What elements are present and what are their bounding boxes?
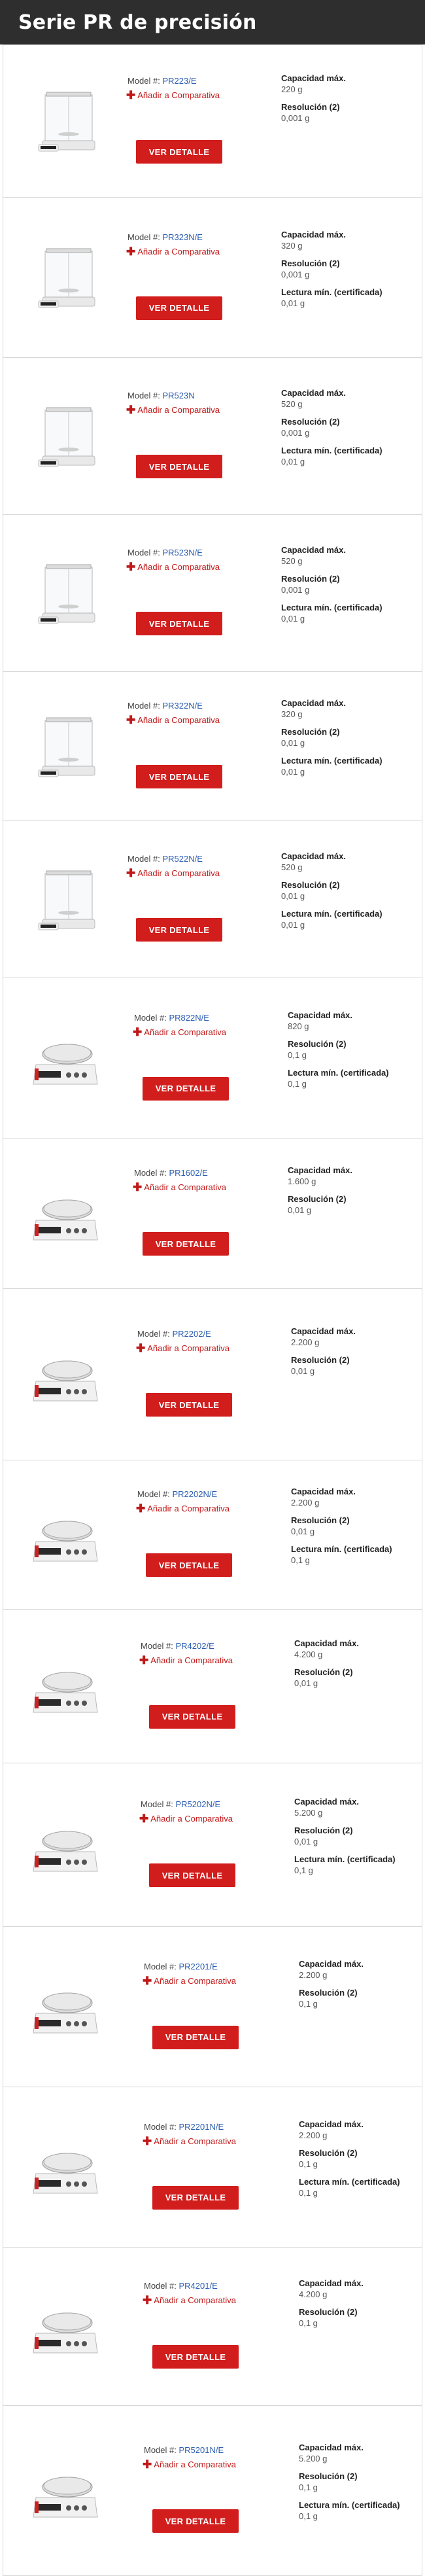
spec-value: 0,001 g — [281, 113, 310, 123]
model-number — [128, 232, 203, 242]
spec-value: 5.200 g — [299, 2454, 328, 2463]
spec-value: 0,01 g — [291, 1366, 315, 1376]
spec-list — [299, 1959, 364, 2017]
model-link[interactable]: PR2201/E — [178, 1961, 218, 1971]
view-detail-button[interactable]: VER DETALLE — [143, 1077, 229, 1101]
model-number — [128, 391, 195, 400]
spec-label: Lectura mín. (certificada) — [281, 446, 382, 455]
spec-value: 0,1 g — [288, 1050, 307, 1060]
spec-item — [288, 1068, 389, 1089]
spec-value: 2.200 g — [299, 2130, 328, 2140]
view-detail-button[interactable]: VER DETALLE — [146, 1393, 232, 1417]
spec-item — [299, 2119, 400, 2140]
product-list — [0, 44, 425, 2576]
compare-label: Añadir a Comparativa — [137, 246, 220, 256]
spec-value: 320 g — [281, 709, 303, 719]
compare-label: Añadir a Comparativa — [147, 1504, 230, 1513]
spec-label: Capacidad máx. — [281, 229, 346, 239]
spec-item — [281, 258, 382, 279]
plus-icon: ✚ — [126, 714, 136, 726]
model-prefix: Model #: — [128, 854, 163, 864]
spec-list — [291, 1487, 392, 1573]
spec-list — [288, 1165, 352, 1223]
precision-balance-image[interactable] — [29, 1342, 101, 1407]
spec-value: 820 g — [288, 1021, 309, 1031]
spec-label: Capacidad máx. — [299, 2119, 364, 2129]
spec-value: 0,1 g — [291, 1555, 310, 1565]
view-detail-button[interactable]: VER DETALLE — [143, 1232, 229, 1256]
spec-item — [281, 851, 382, 872]
spec-item — [299, 2500, 400, 2521]
view-detail-button[interactable]: VER DETALLE — [136, 455, 222, 478]
model-prefix: Model #: — [128, 232, 163, 242]
product-card — [3, 1927, 422, 2087]
spec-label: Resolución (2) — [281, 258, 340, 268]
spec-list — [281, 388, 382, 474]
spec-label: Resolución (2) — [299, 2307, 358, 2317]
spec-value: 0,01 g — [288, 1205, 312, 1215]
model-prefix: Model #: — [137, 1489, 173, 1499]
add-to-compare-link[interactable] — [136, 1504, 230, 1513]
add-to-compare-link[interactable] — [143, 2295, 236, 2305]
compare-label: Añadir a Comparativa — [137, 562, 220, 572]
model-prefix: Model #: — [141, 1640, 176, 1651]
product-card — [3, 358, 422, 515]
spec-label: Capacidad máx. — [291, 1487, 356, 1496]
precision-balance-image[interactable] — [29, 2294, 101, 2359]
plus-icon: ✚ — [133, 1181, 143, 1193]
spec-list — [294, 1638, 359, 1696]
model-number — [134, 1013, 209, 1023]
model-number — [128, 854, 203, 864]
add-to-compare-link[interactable] — [126, 715, 220, 725]
product-card — [3, 198, 422, 358]
model-prefix: Model #: — [134, 1012, 169, 1023]
model-prefix: Model #: — [141, 1799, 176, 1809]
view-detail-button[interactable]: VER DETALLE — [149, 1863, 235, 1887]
model-prefix: Model #: — [137, 1329, 173, 1339]
product-card — [3, 672, 422, 821]
spec-value: 0,1 g — [299, 2187, 318, 2198]
spec-value: 0,01 g — [281, 614, 305, 624]
spec-label: Resolución (2) — [299, 2147, 358, 2158]
spec-item — [281, 388, 382, 409]
plus-icon: ✚ — [136, 1342, 146, 1354]
spec-value: 4.200 g — [294, 1649, 323, 1659]
spec-item — [299, 1959, 364, 1980]
model-number — [128, 701, 203, 711]
product-card — [3, 2248, 422, 2406]
model-number — [128, 76, 197, 86]
spec-item — [281, 417, 382, 438]
model-number — [141, 1641, 214, 1651]
spec-item — [299, 2471, 400, 2492]
analytical-balance-image[interactable] — [29, 867, 101, 932]
spec-label: Lectura mín. (certificada) — [281, 287, 382, 297]
analytical-balance-image[interactable] — [29, 714, 101, 779]
spec-item — [281, 880, 382, 901]
spec-item — [294, 1667, 359, 1688]
product-card — [3, 1138, 422, 1289]
spec-value: 0,1 g — [294, 1865, 313, 1875]
spec-value: 0,1 g — [288, 1078, 307, 1089]
spec-label: Lectura mín. (certificada) — [299, 2176, 400, 2187]
product-card — [3, 2406, 422, 2576]
product-card — [3, 1289, 422, 1460]
spec-list — [281, 851, 382, 938]
spec-item — [281, 446, 382, 467]
plus-icon: ✚ — [126, 867, 136, 879]
analytical-balance-image[interactable] — [29, 561, 101, 626]
spec-value: 0,1 g — [299, 2482, 318, 2492]
product-card — [3, 978, 422, 1138]
analytical-balance-image[interactable] — [29, 245, 101, 310]
compare-label: Añadir a Comparativa — [154, 2460, 236, 2469]
spec-label: Resolución (2) — [288, 1038, 347, 1049]
model-prefix: Model #: — [128, 76, 163, 86]
spec-item — [294, 1826, 396, 1846]
compare-label: Añadir a Comparativa — [137, 405, 220, 415]
plus-icon: ✚ — [126, 245, 136, 258]
add-to-compare-link[interactable] — [126, 247, 220, 256]
spec-value: 0,1 g — [299, 1998, 318, 2009]
plus-icon: ✚ — [126, 561, 136, 573]
add-to-compare-link[interactable] — [133, 1027, 226, 1037]
spec-value: 0,01 g — [281, 457, 305, 467]
model-link[interactable]: PR2201N/E — [178, 2121, 224, 2132]
spec-item — [281, 230, 382, 251]
view-detail-button[interactable]: VER DETALLE — [136, 612, 222, 635]
precision-balance-image[interactable] — [29, 2458, 101, 2524]
spec-label: Lectura mín. (certificada) — [281, 603, 382, 612]
plus-icon: ✚ — [126, 89, 136, 101]
spec-item — [291, 1326, 356, 1347]
spec-value: 520 g — [281, 556, 303, 566]
spec-value: 0,001 g — [281, 428, 310, 438]
model-prefix: Model #: — [128, 548, 163, 557]
add-to-compare-link[interactable] — [133, 1182, 226, 1192]
model-number — [141, 1799, 220, 1809]
precision-balance-image[interactable] — [29, 1812, 101, 1878]
compare-label: Añadir a Comparativa — [144, 1182, 226, 1192]
spec-item — [299, 2443, 400, 2463]
spec-label: Capacidad máx. — [281, 698, 346, 708]
precision-balance-image[interactable] — [29, 1025, 101, 1091]
model-prefix: Model #: — [144, 1961, 179, 1971]
spec-item — [288, 1165, 352, 1186]
plus-icon: ✚ — [139, 1653, 149, 1667]
spec-label: Resolución (2) — [291, 1515, 350, 1525]
spec-list — [299, 2119, 400, 2206]
spec-label: Lectura mín. (certificada) — [299, 2500, 400, 2510]
spec-item — [294, 1854, 396, 1875]
page-header — [0, 0, 425, 44]
spec-label: Capacidad máx. — [281, 545, 346, 555]
compare-label: Añadir a Comparativa — [137, 868, 220, 878]
spec-item — [291, 1544, 392, 1565]
spec-list — [281, 545, 382, 631]
model-link[interactable]: PR322N/E — [162, 701, 203, 711]
compare-label: Añadir a Comparativa — [150, 1814, 233, 1824]
add-to-compare-link[interactable] — [126, 868, 220, 878]
spec-item — [299, 2278, 364, 2299]
view-detail-button[interactable]: VER DETALLE — [152, 2345, 239, 2369]
model-link[interactable]: PR822N/E — [169, 1012, 209, 1023]
compare-label: Añadir a Comparativa — [154, 2136, 236, 2146]
product-card — [3, 515, 422, 672]
spec-label: Resolución (2) — [281, 417, 340, 427]
spec-list — [294, 1797, 396, 1883]
product-card — [3, 1610, 422, 1763]
spec-list — [281, 73, 346, 131]
view-detail-button[interactable]: VER DETALLE — [152, 2509, 239, 2533]
model-link[interactable]: PR2202/E — [172, 1329, 211, 1339]
add-to-compare-link[interactable] — [143, 2136, 236, 2146]
product-card — [3, 44, 422, 198]
model-link[interactable]: PR523N/E — [162, 548, 203, 557]
spec-list — [299, 2443, 400, 2529]
spec-label: Capacidad máx. — [288, 1010, 352, 1020]
spec-label: Capacidad máx. — [281, 388, 346, 398]
spec-label: Capacidad máx. — [281, 851, 346, 861]
spec-label: Lectura mín. (certificada) — [294, 1854, 396, 1864]
spec-value: 2.200 g — [299, 1969, 328, 1980]
precision-balance-image[interactable] — [29, 2134, 101, 2200]
spec-item — [281, 698, 382, 719]
spec-item — [281, 287, 382, 308]
spec-list — [288, 1010, 389, 1097]
spec-value: 0,01 g — [281, 738, 305, 748]
compare-label: Añadir a Comparativa — [150, 1655, 233, 1665]
plus-icon: ✚ — [133, 1025, 143, 1038]
add-to-compare-link[interactable] — [143, 1976, 236, 1986]
product-card — [3, 1763, 422, 1927]
add-to-compare-link[interactable] — [143, 2460, 236, 2469]
spec-list — [299, 2278, 364, 2336]
page-title: Serie PR de precisión — [18, 10, 257, 34]
plus-icon: ✚ — [139, 1812, 149, 1825]
spec-item — [281, 102, 346, 123]
plus-icon: ✚ — [143, 1974, 152, 1987]
model-link[interactable]: PR223/E — [162, 76, 197, 86]
view-detail-button[interactable]: VER DETALLE — [136, 140, 222, 164]
precision-balance-image[interactable] — [29, 1653, 101, 1719]
product-card — [3, 821, 422, 978]
model-link[interactable]: PR523N — [162, 391, 195, 400]
spec-value: 0,01 g — [281, 891, 305, 901]
spec-value: 320 g — [281, 240, 303, 251]
model-prefix: Model #: — [144, 2121, 179, 2132]
model-link[interactable]: PR5202N/E — [175, 1799, 221, 1809]
model-prefix: Model #: — [128, 701, 163, 711]
spec-value: 0,001 g — [281, 269, 310, 279]
spec-item — [291, 1355, 356, 1376]
spec-item — [281, 756, 382, 777]
spec-item — [288, 1194, 352, 1215]
add-to-compare-link[interactable] — [136, 1343, 230, 1353]
product-card — [3, 2087, 422, 2248]
spec-value: 0,01 g — [294, 1837, 318, 1846]
spec-value: 1.600 g — [288, 1176, 316, 1186]
precision-balance-image[interactable] — [29, 1181, 101, 1246]
spec-value: 4.200 g — [299, 2289, 328, 2299]
spec-value: 0,01 g — [294, 1678, 318, 1688]
spec-label: Resolución (2) — [294, 1667, 353, 1677]
plus-icon: ✚ — [136, 1502, 146, 1515]
spec-label: Resolución (2) — [299, 2471, 358, 2481]
spec-label: Capacidad máx. — [288, 1165, 352, 1175]
spec-label: Lectura mín. (certificada) — [281, 756, 382, 766]
view-detail-button[interactable]: VER DETALLE — [149, 1705, 235, 1729]
model-number — [137, 1329, 211, 1339]
spec-item — [299, 1988, 364, 2009]
view-detail-button[interactable]: VER DETALLE — [136, 765, 222, 788]
spec-label: Resolución (2) — [291, 1355, 350, 1365]
compare-label: Añadir a Comparativa — [154, 2295, 236, 2305]
spec-list — [281, 230, 382, 316]
model-link[interactable]: PR4201/E — [178, 2281, 218, 2291]
spec-item — [288, 1010, 389, 1031]
view-detail-button[interactable]: VER DETALLE — [136, 918, 222, 942]
spec-item — [299, 2177, 400, 2198]
compare-label: Añadir a Comparativa — [144, 1027, 226, 1037]
model-prefix: Model #: — [128, 391, 163, 400]
spec-value: 2.200 g — [291, 1337, 320, 1347]
spec-label: Capacidad máx. — [281, 73, 346, 83]
model-number — [144, 2122, 224, 2132]
spec-label: Lectura mín. (certificada) — [281, 909, 382, 919]
spec-value: 0,1 g — [299, 2511, 318, 2521]
view-detail-button[interactable]: VER DETALLE — [152, 2186, 239, 2210]
model-prefix: Model #: — [144, 2281, 179, 2291]
spec-item — [281, 727, 382, 748]
spec-value: 5.200 g — [294, 1808, 323, 1818]
model-number — [144, 2281, 218, 2291]
spec-item — [291, 1515, 392, 1536]
analytical-balance-image[interactable] — [29, 404, 101, 469]
spec-value: 0,01 g — [281, 767, 305, 777]
model-number — [128, 548, 203, 557]
spec-value: 520 g — [281, 399, 303, 409]
model-link[interactable]: PR2202N/E — [172, 1489, 218, 1499]
plus-icon: ✚ — [126, 404, 136, 416]
add-to-compare-link[interactable] — [126, 562, 220, 572]
plus-icon: ✚ — [143, 2134, 152, 2147]
spec-value: 2.200 g — [291, 1498, 320, 1508]
spec-label: Capacidad máx. — [299, 2278, 364, 2288]
spec-value: 0,1 g — [299, 2318, 318, 2328]
model-link[interactable]: PR5201N/E — [178, 2445, 224, 2455]
spec-label: Resolución (2) — [294, 1826, 353, 1835]
spec-label: Capacidad máx. — [294, 1638, 359, 1648]
spec-item — [291, 1487, 392, 1508]
model-prefix: Model #: — [134, 1168, 169, 1178]
model-link[interactable]: PR1602/E — [169, 1168, 208, 1178]
compare-label: Añadir a Comparativa — [137, 90, 220, 100]
spec-label: Resolución (2) — [281, 574, 340, 584]
analytical-balance-image[interactable] — [29, 88, 101, 154]
spec-label: Resolución (2) — [299, 1987, 358, 1998]
spec-label: Capacidad máx. — [291, 1326, 356, 1336]
plus-icon: ✚ — [143, 2458, 152, 2471]
product-card — [3, 1460, 422, 1610]
spec-value: 0,01 g — [281, 920, 305, 930]
model-prefix: Model #: — [144, 2445, 179, 2455]
spec-value: 520 g — [281, 862, 303, 872]
spec-item — [294, 1638, 359, 1659]
spec-label: Capacidad máx. — [299, 2443, 364, 2452]
precision-balance-image[interactable] — [29, 1974, 101, 2039]
spec-value: 0,1 g — [299, 2159, 318, 2169]
compare-label: Añadir a Comparativa — [137, 715, 220, 725]
add-to-compare-link[interactable] — [126, 405, 220, 415]
precision-balance-image[interactable] — [29, 1502, 101, 1568]
spec-item — [288, 1039, 389, 1060]
view-detail-button[interactable]: VER DETALLE — [152, 2026, 239, 2049]
model-number — [144, 1962, 218, 1971]
add-to-compare-link[interactable] — [126, 90, 220, 100]
model-link[interactable]: PR323N/E — [162, 232, 203, 242]
spec-value: 0,001 g — [281, 585, 310, 595]
add-to-compare-link[interactable] — [139, 1655, 233, 1665]
plus-icon: ✚ — [143, 2294, 152, 2306]
spec-list — [291, 1326, 356, 1384]
spec-list — [281, 698, 382, 785]
spec-item — [299, 2307, 364, 2328]
spec-label: Resolución (2) — [281, 102, 340, 112]
compare-label: Añadir a Comparativa — [147, 1343, 230, 1353]
spec-item — [299, 2148, 400, 2169]
model-number — [144, 2445, 224, 2455]
view-detail-button[interactable]: VER DETALLE — [136, 296, 222, 320]
spec-label: Resolución (2) — [281, 727, 340, 737]
spec-item — [281, 73, 346, 94]
spec-value: 0,01 g — [281, 298, 305, 308]
model-link[interactable]: PR522N/E — [162, 854, 203, 864]
model-number — [137, 1489, 217, 1499]
spec-item — [281, 574, 382, 595]
view-detail-button[interactable]: VER DETALLE — [146, 1553, 232, 1577]
spec-label: Capacidad máx. — [294, 1797, 359, 1807]
spec-label: Resolución (2) — [288, 1194, 347, 1204]
spec-value: 0,01 g — [291, 1526, 315, 1536]
spec-label: Lectura mín. (certificada) — [288, 1067, 389, 1078]
spec-item — [281, 603, 382, 624]
spec-label: Lectura mín. (certificada) — [291, 1544, 392, 1554]
spec-item — [294, 1797, 396, 1818]
spec-item — [281, 545, 382, 566]
spec-label: Capacidad máx. — [299, 1958, 364, 1969]
compare-label: Añadir a Comparativa — [154, 1975, 236, 1986]
model-link[interactable]: PR4202/E — [175, 1640, 214, 1651]
add-to-compare-link[interactable] — [139, 1814, 233, 1824]
model-number — [134, 1168, 208, 1178]
spec-item — [281, 909, 382, 930]
spec-value: 220 g — [281, 84, 303, 94]
spec-label: Resolución (2) — [281, 880, 340, 890]
